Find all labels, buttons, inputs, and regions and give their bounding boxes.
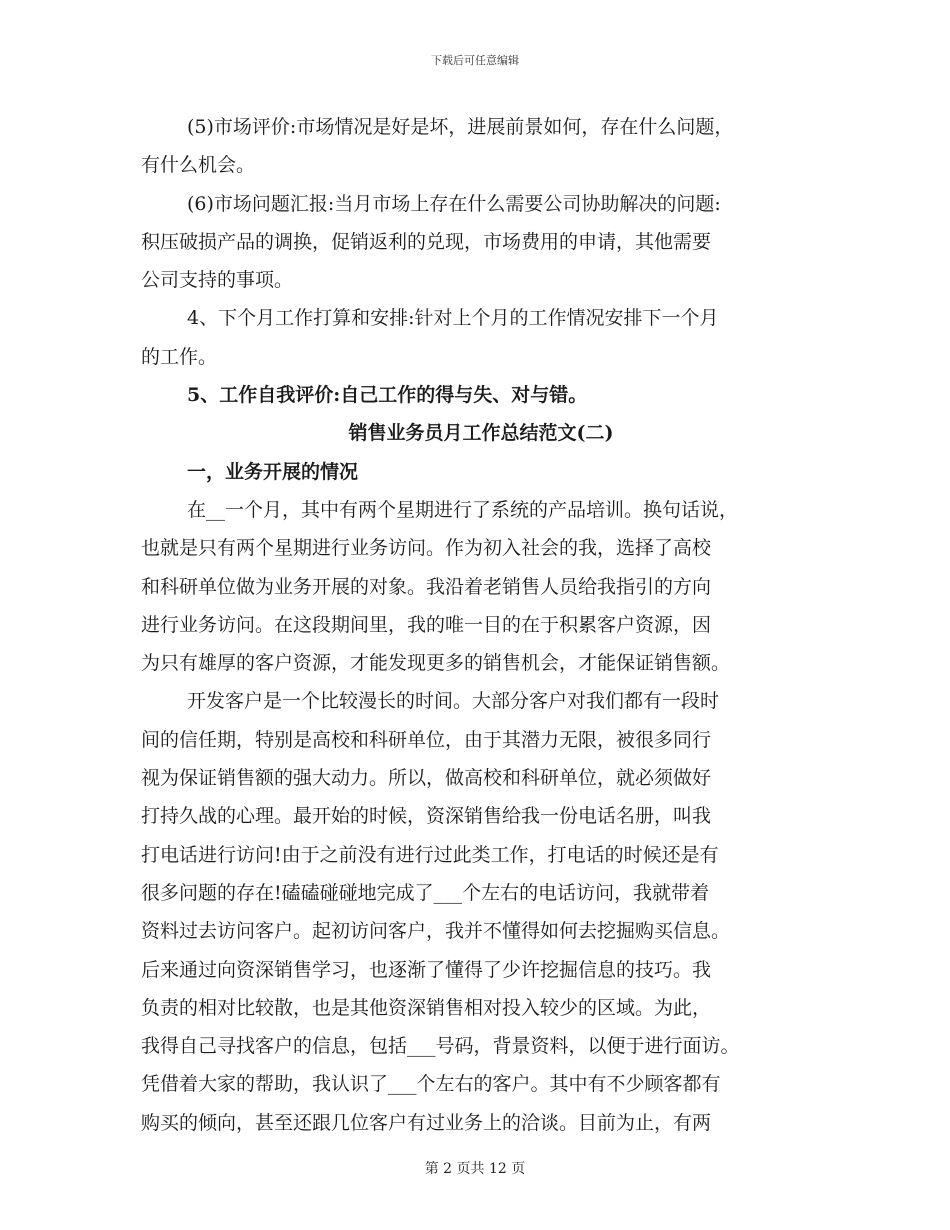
text-line: 有什么机会。	[141, 154, 256, 177]
section-title: 销售业务员月工作总结范文(二)	[348, 422, 614, 445]
text-line: 进行业务访问。在这段期间里，我的唯一目的在于积累客户资源，因	[141, 613, 712, 636]
text-line: 积压破损产品的调换，促销返利的兑现，市场费用的申请，其他需要	[141, 230, 712, 253]
text-line: 后来通过向资深销售学习，也逐渐了懂得了少许挖掘信息的技巧。我	[141, 958, 712, 981]
page-footer: 第 2 页共 12 页	[424, 1161, 526, 1177]
text-line: 打电话进行访问!由于之前没有进行过此类工作，打电话的时候还是有	[141, 843, 719, 866]
text-line: 为只有雄厚的客户资源，才能发现更多的销售机会，才能保证销售额。	[141, 652, 731, 675]
text-line: 公司支持的事项。	[141, 269, 294, 292]
text-line: 开发客户是一个比较漫长的时间。大部分客户对我们都有一段时	[187, 690, 720, 713]
text-line: 很多问题的存在!磕磕碰碰地完成了___个左右的电话访问，我就带着	[141, 881, 710, 904]
section-heading: 5、工作自我评价:自己工作的得与失、对与错。	[187, 384, 588, 407]
text-line: (5)市场评价:市场情况是好是坏，进展前景如何，存在什么问题，	[187, 116, 734, 138]
text-line: 也就是只有两个星期进行业务访问。作为初入社会的我，选择了高校	[141, 537, 712, 560]
text-line: 凭借着大家的帮助，我认识了___个左右的客户。其中有不少顾客都有	[141, 1073, 721, 1096]
text-line: 负责的相对比较散，也是其他资深销售相对投入较少的区域。为此，	[141, 996, 712, 1019]
text-line: (6)市场问题汇报:当月市场上存在什么需要公司协助解决的问题:	[187, 192, 721, 215]
text-line: 打持久战的心理。最开始的时候，资深销售给我一份电话名册，叫我	[141, 805, 712, 828]
page-header: 下载后可任意编辑	[431, 54, 519, 67]
text-line: 和科研单位做为业务开展的对象。我沿着老销售人员给我指引的方向	[141, 575, 712, 598]
text-line: 我得自己寻找客户的信息，包括___号码，背景资料，以便于进行面访。	[141, 1035, 740, 1058]
text-line: 4、下个月工作打算和安排:针对上个月的工作情况安排下一个月	[187, 307, 719, 330]
text-line: 在__一个月，其中有两个星期进行了系统的产品培训。换句话说，	[187, 498, 739, 521]
section-heading: 一，业务开展的情况	[187, 460, 359, 483]
text-line: 资料过去访问客户。起初访问客户，我并不懂得如何去挖掘购买信息。	[141, 920, 731, 943]
text-line: 视为保证销售额的强大动力。所以，做高校和科研单位，就必须做好	[141, 767, 712, 790]
document-body	[141, 108, 821, 1142]
text-line: 间的信任期，特别是高校和科研单位，由于其潜力无限，被很多同行	[141, 728, 712, 751]
text-line: 的工作。	[141, 345, 218, 368]
text-line: 购买的倾向，甚至还跟几位客户有过业务上的洽谈。目前为止，有两	[141, 1111, 712, 1134]
